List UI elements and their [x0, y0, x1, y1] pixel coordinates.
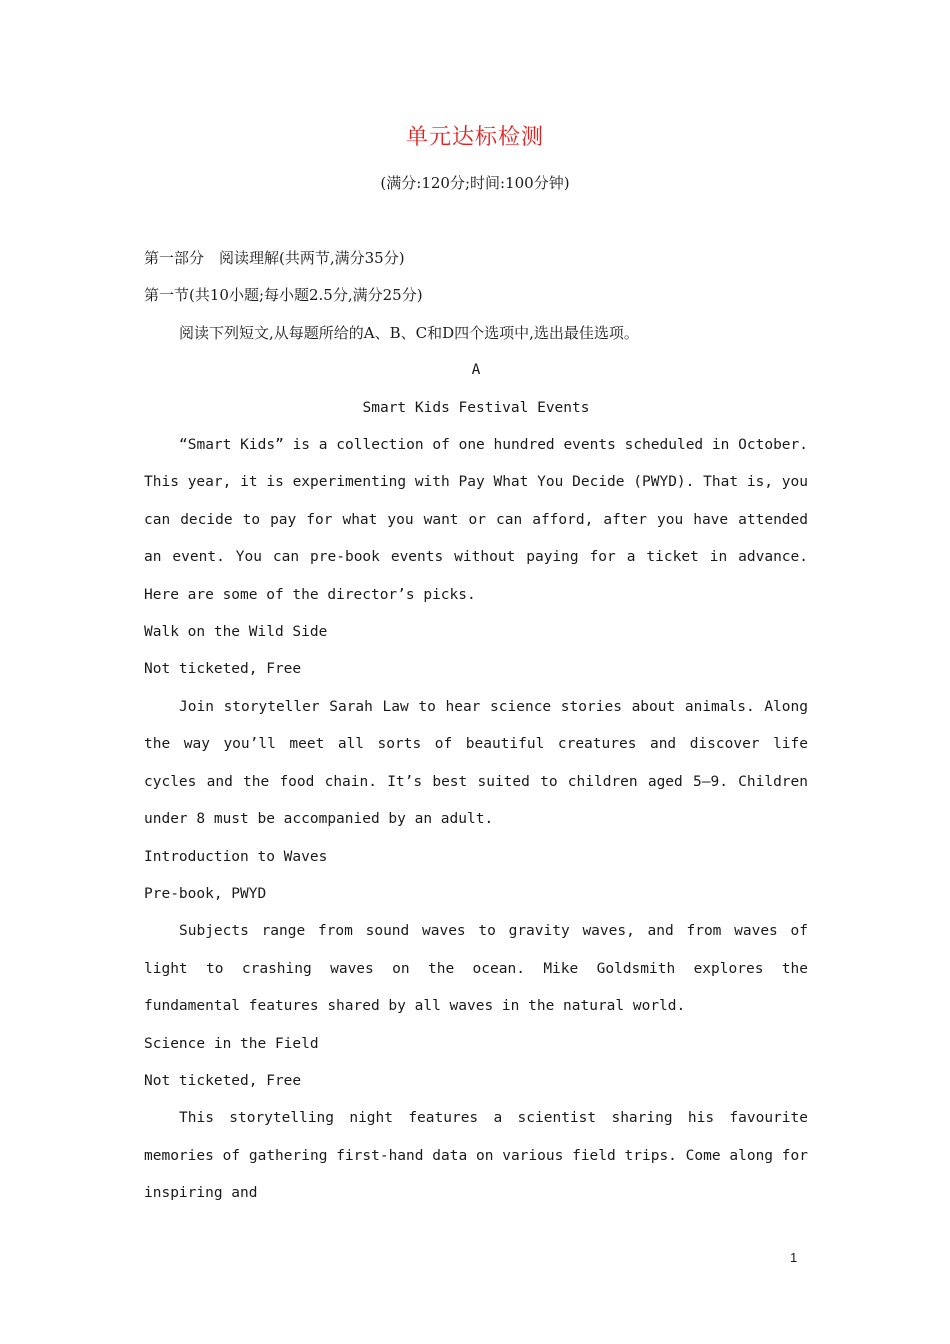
- event-ticket: Pre-book, PWYD: [144, 885, 267, 902]
- section-heading: 第一节(共10小题;每小题2.5分,满分25分): [144, 286, 423, 305]
- event-description: Subjects range from sound waves to gravity waves, and from waves of light to crashing waves on the ocean. Mike Goldsmith explores the fundamental features shared by all waves in the natural world.: [144, 923, 808, 1015]
- instruction: 阅读下列短文,从每题所给的A、B、C和D四个选项中,选出最佳选项。: [179, 323, 639, 342]
- event-name: Science in the Field: [144, 1035, 319, 1052]
- document-body: [144, 240, 808, 1213]
- event-name: Introduction to Waves: [144, 848, 328, 865]
- event-description: This storytelling night features a scientist sharing his favourite memories of gathering first-hand data on various field trips. Come along for inspiring and: [144, 1110, 808, 1202]
- event-description: Join storyteller Sarah Law to hear science stories about animals. Along the way you’ll meet all sorts of beautiful creatures and discover life cycles and the food chain. It’s best suited to children aged 5—9. Children under 8 must be accompanied by an adult.: [144, 698, 808, 828]
- page-number: 1: [790, 1250, 798, 1265]
- page-title: 单元达标检测: [405, 125, 544, 150]
- part-heading: 第一部分 阅读理解(共两节,满分35分): [144, 249, 405, 267]
- event-ticket: Not ticketed, Free: [144, 1072, 302, 1089]
- event-ticket: Not ticketed, Free: [144, 661, 302, 678]
- event-name: Walk on the Wild Side: [144, 624, 328, 641]
- passage-label: A: [471, 362, 481, 379]
- passage-title: Smart Kids Festival Events: [362, 399, 590, 416]
- intro-paragraph: “Smart Kids” is a collection of one hundred events scheduled in October. This year, it is experimenting with Pay What You Decide (PWYD). That is, you can decide to pay for what you want or can afford, after you have attended an event. You can pre-book events without paying for a ticket in advance. Here are some of the director’s picks.: [144, 437, 808, 603]
- exam-subtitle: (满分:120分;时间:100分钟): [380, 174, 570, 192]
